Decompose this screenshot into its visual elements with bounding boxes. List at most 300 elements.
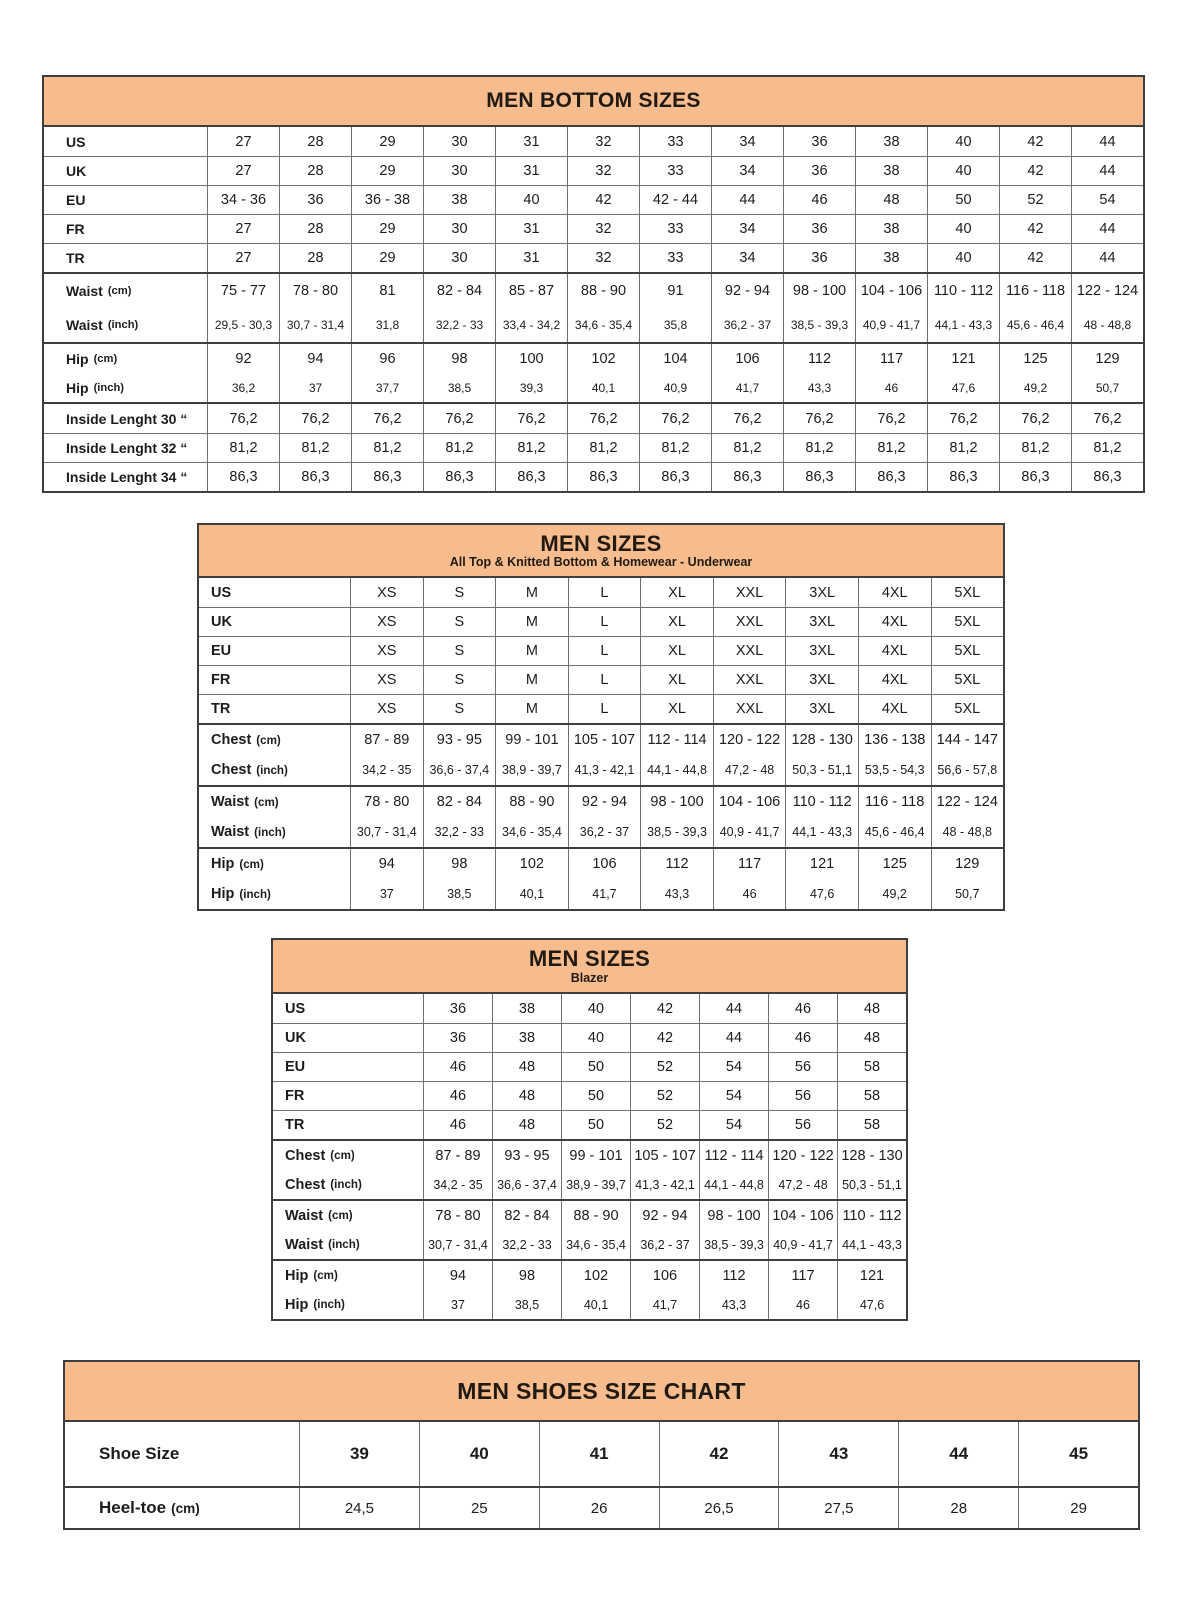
cell: M bbox=[495, 695, 568, 723]
cell: 58 bbox=[837, 1082, 906, 1110]
cell: 86,3 bbox=[927, 463, 999, 491]
row-label-text: Chest bbox=[211, 762, 252, 778]
table-group bbox=[65, 1486, 1138, 1528]
row-label bbox=[273, 1053, 423, 1081]
table-row bbox=[44, 185, 1143, 214]
cell: 86,3 bbox=[783, 463, 855, 491]
cell: 4XL bbox=[858, 637, 931, 665]
table-row bbox=[44, 373, 1143, 402]
row-label-unit: (cm) bbox=[107, 285, 132, 297]
cell: XL bbox=[640, 637, 713, 665]
cell: 91 bbox=[639, 274, 711, 308]
cell: 27 bbox=[207, 215, 279, 243]
cell: M bbox=[495, 637, 568, 665]
cell: 34,2 - 35 bbox=[423, 1170, 492, 1199]
table-row bbox=[199, 849, 1003, 879]
row-label-text: Inside Lenght 32 “ bbox=[66, 440, 188, 456]
cell: 87 - 89 bbox=[350, 725, 423, 755]
cell: 47,2 - 48 bbox=[713, 755, 786, 785]
cell: 81,2 bbox=[783, 434, 855, 462]
cell: XL bbox=[640, 578, 713, 607]
row-label-text: EU bbox=[66, 192, 86, 208]
table-header bbox=[44, 77, 1143, 127]
table-group bbox=[199, 785, 1003, 847]
cell: 28 bbox=[279, 127, 351, 156]
cell: XL bbox=[640, 608, 713, 636]
row-label-text: FR bbox=[285, 1088, 305, 1104]
cell: 40 bbox=[927, 157, 999, 185]
cell: 78 - 80 bbox=[350, 787, 423, 817]
cell: 81,2 bbox=[927, 434, 999, 462]
table-row bbox=[44, 433, 1143, 462]
cell: 52 bbox=[630, 1082, 699, 1110]
cell: 36,6 - 37,4 bbox=[492, 1170, 561, 1199]
row-label-unit: (cm) bbox=[330, 1149, 355, 1162]
table-row bbox=[199, 817, 1003, 847]
cell: 36 - 38 bbox=[351, 186, 423, 214]
cell: 36,2 - 37 bbox=[568, 817, 641, 847]
cell: XXL bbox=[713, 608, 786, 636]
row-label bbox=[273, 1082, 423, 1110]
cell: L bbox=[568, 637, 641, 665]
cell: 81,2 bbox=[567, 434, 639, 462]
cell: 43,3 bbox=[640, 879, 713, 909]
cell: L bbox=[568, 695, 641, 723]
row-label-text: UK bbox=[285, 1030, 306, 1046]
row-label-text: Waist bbox=[66, 283, 103, 299]
row-label bbox=[273, 1290, 423, 1319]
row-label-text: Hip bbox=[211, 886, 235, 902]
row-label bbox=[44, 373, 207, 402]
cell: 93 - 95 bbox=[423, 725, 496, 755]
row-label-text: US bbox=[66, 133, 86, 150]
cell: 136 - 138 bbox=[858, 725, 931, 755]
row-label-unit: (inch) bbox=[256, 763, 288, 777]
cell: 46 bbox=[768, 1290, 837, 1319]
row-label-text: TR bbox=[211, 701, 231, 717]
table-row bbox=[273, 1081, 906, 1110]
cell: 46 bbox=[713, 879, 786, 909]
cell: 78 - 80 bbox=[423, 1201, 492, 1230]
cell: 38 bbox=[492, 1024, 561, 1052]
row-label-unit: (cm) bbox=[171, 1500, 200, 1516]
cell: 40 bbox=[495, 186, 567, 214]
cell: 76,2 bbox=[711, 404, 783, 433]
cell: S bbox=[423, 695, 496, 723]
cell: 112 - 114 bbox=[699, 1141, 768, 1170]
row-label-text: Chest bbox=[211, 732, 252, 748]
row-label-unit: (cm) bbox=[93, 352, 118, 365]
table-row bbox=[44, 404, 1143, 433]
cell: 86,3 bbox=[351, 463, 423, 491]
cell: 39,3 bbox=[495, 373, 567, 402]
cell: XS bbox=[350, 695, 423, 723]
cell: 39 bbox=[299, 1422, 419, 1486]
table-header bbox=[273, 940, 906, 994]
cell: 40,9 - 41,7 bbox=[713, 817, 786, 847]
cell: 50,7 bbox=[1071, 373, 1143, 402]
cell: 34,6 - 35,4 bbox=[567, 308, 639, 342]
table-row bbox=[199, 636, 1003, 665]
row-label-text: Shoe Size bbox=[99, 1444, 180, 1463]
row-label bbox=[273, 1141, 423, 1170]
cell: 76,2 bbox=[423, 404, 495, 433]
row-label bbox=[199, 578, 350, 607]
cell: 121 bbox=[837, 1261, 906, 1290]
cell: 88 - 90 bbox=[495, 787, 568, 817]
cell: 36 bbox=[783, 127, 855, 156]
cell: 42 - 44 bbox=[639, 186, 711, 214]
row-label-text: Chest bbox=[285, 1176, 326, 1193]
cell: 105 - 107 bbox=[568, 725, 641, 755]
table-row bbox=[44, 462, 1143, 491]
row-label-text: Inside Lenght 34 “ bbox=[66, 469, 188, 485]
cell: 120 - 122 bbox=[713, 725, 786, 755]
cell: 106 bbox=[568, 849, 641, 879]
cell: 5XL bbox=[931, 695, 1004, 723]
cell: 82 - 84 bbox=[423, 787, 496, 817]
cell: 31 bbox=[495, 215, 567, 243]
table-body bbox=[273, 994, 906, 1319]
cell: 32,2 - 33 bbox=[492, 1230, 561, 1259]
cell: 43,3 bbox=[783, 373, 855, 402]
row-label-text: Hip bbox=[66, 379, 89, 396]
cell: M bbox=[495, 608, 568, 636]
cell: 25 bbox=[419, 1488, 539, 1528]
table-row bbox=[44, 308, 1143, 342]
cell: 36,2 - 37 bbox=[630, 1230, 699, 1259]
table-row bbox=[273, 1170, 906, 1199]
cell: 76,2 bbox=[855, 404, 927, 433]
cell: 76,2 bbox=[279, 404, 351, 433]
cell: 36,6 - 37,4 bbox=[423, 755, 496, 785]
cell: 37,7 bbox=[351, 373, 423, 402]
table-body bbox=[65, 1422, 1138, 1528]
cell: 104 bbox=[639, 344, 711, 373]
row-label-unit: (cm) bbox=[313, 1269, 338, 1282]
cell: 42 bbox=[630, 1024, 699, 1052]
cell: 112 bbox=[699, 1261, 768, 1290]
cell: 34 bbox=[711, 244, 783, 272]
cell: 102 bbox=[561, 1261, 630, 1290]
cell: 37 bbox=[423, 1290, 492, 1319]
cell: XXL bbox=[713, 695, 786, 723]
cell: 86,3 bbox=[711, 463, 783, 491]
cell: M bbox=[495, 578, 568, 607]
cell: 96 bbox=[351, 344, 423, 373]
cell: 28 bbox=[898, 1488, 1018, 1528]
cell: 28 bbox=[279, 157, 351, 185]
row-label-text: Waist bbox=[285, 1207, 324, 1224]
row-label-unit: (inch) bbox=[254, 825, 286, 839]
cell: 4XL bbox=[858, 578, 931, 607]
cell: 43 bbox=[778, 1422, 898, 1486]
cell: 104 - 106 bbox=[768, 1201, 837, 1230]
table-header bbox=[199, 525, 1003, 578]
cell: 38 bbox=[855, 215, 927, 243]
cell: 86,3 bbox=[855, 463, 927, 491]
row-label-text: Hip bbox=[285, 1296, 309, 1313]
cell: 56 bbox=[768, 1053, 837, 1081]
cell: 38,5 bbox=[423, 373, 495, 402]
cell: 86,3 bbox=[495, 463, 567, 491]
cell: 44,1 - 44,8 bbox=[640, 755, 713, 785]
row-label bbox=[199, 695, 350, 723]
table-title: MEN BOTTOM SIZES bbox=[486, 89, 701, 112]
row-label-unit: (inch) bbox=[328, 1238, 360, 1251]
row-label bbox=[65, 1422, 299, 1486]
cell: 86,3 bbox=[567, 463, 639, 491]
cell: 31 bbox=[495, 127, 567, 156]
cell: 81 bbox=[351, 274, 423, 308]
row-label bbox=[273, 1111, 423, 1139]
cell: 36 bbox=[783, 157, 855, 185]
row-label-text: Chest bbox=[285, 1147, 326, 1164]
cell: XS bbox=[350, 637, 423, 665]
row-label-text: Hip bbox=[66, 350, 89, 367]
cell: 81,2 bbox=[855, 434, 927, 462]
cell: 94 bbox=[350, 849, 423, 879]
cell: XS bbox=[350, 666, 423, 694]
row-label-text: UK bbox=[66, 163, 87, 179]
cell: 35,8 bbox=[639, 308, 711, 342]
cell: 44 bbox=[699, 1024, 768, 1052]
cell: 48 bbox=[492, 1111, 561, 1139]
cell: 105 - 107 bbox=[630, 1141, 699, 1170]
cell: 76,2 bbox=[1071, 404, 1143, 433]
cell: 106 bbox=[711, 344, 783, 373]
cell: 50,7 bbox=[931, 879, 1004, 909]
table-group bbox=[273, 1139, 906, 1199]
cell: 110 - 112 bbox=[837, 1201, 906, 1230]
row-label bbox=[44, 127, 207, 156]
cell: 117 bbox=[713, 849, 786, 879]
cell: 38,5 bbox=[492, 1290, 561, 1319]
cell: 102 bbox=[567, 344, 639, 373]
cell: 81,2 bbox=[639, 434, 711, 462]
table-subtitle: Blazer bbox=[570, 970, 609, 985]
cell: 47,6 bbox=[837, 1290, 906, 1319]
cell: 34,6 - 35,4 bbox=[561, 1230, 630, 1259]
cell: 40,1 bbox=[561, 1290, 630, 1319]
cell: XXL bbox=[713, 578, 786, 607]
cell: 42 bbox=[659, 1422, 779, 1486]
table-row bbox=[199, 578, 1003, 607]
men-shoes-size-chart-table bbox=[63, 1360, 1140, 1530]
table-title: MEN SIZES bbox=[540, 530, 662, 556]
cell: 4XL bbox=[858, 695, 931, 723]
cell: 41,3 - 42,1 bbox=[568, 755, 641, 785]
table-row bbox=[199, 725, 1003, 755]
cell: 40 bbox=[561, 1024, 630, 1052]
cell: 93 - 95 bbox=[492, 1141, 561, 1170]
cell: 40 bbox=[927, 127, 999, 156]
cell: 38,5 - 39,3 bbox=[783, 308, 855, 342]
cell: 98 bbox=[492, 1261, 561, 1290]
men-sizes-blazer-table bbox=[271, 938, 908, 1321]
cell: 92 - 94 bbox=[630, 1201, 699, 1230]
cell: 36,2 bbox=[207, 373, 279, 402]
cell: 48 - 48,8 bbox=[931, 817, 1004, 847]
table-group bbox=[199, 578, 1003, 723]
cell: 32 bbox=[567, 127, 639, 156]
cell: 45,6 - 46,4 bbox=[858, 817, 931, 847]
cell: XXL bbox=[713, 666, 786, 694]
cell: 42 bbox=[999, 215, 1071, 243]
row-label-text: Waist bbox=[211, 794, 250, 810]
cell: 120 - 122 bbox=[768, 1141, 837, 1170]
table-row bbox=[273, 994, 906, 1023]
cell: 76,2 bbox=[639, 404, 711, 433]
cell: 27 bbox=[207, 127, 279, 156]
cell: 32 bbox=[567, 244, 639, 272]
table-row bbox=[65, 1422, 1138, 1486]
cell: 44 bbox=[1071, 244, 1143, 272]
cell: 128 - 130 bbox=[785, 725, 858, 755]
cell: 44 bbox=[898, 1422, 1018, 1486]
row-label-unit: (cm) bbox=[254, 795, 279, 809]
cell: 29,5 - 30,3 bbox=[207, 308, 279, 342]
row-label-text: TR bbox=[285, 1117, 305, 1133]
cell: L bbox=[568, 608, 641, 636]
row-label bbox=[44, 215, 207, 243]
cell: 48 bbox=[492, 1053, 561, 1081]
cell: 38 bbox=[855, 157, 927, 185]
cell: 98 - 100 bbox=[783, 274, 855, 308]
cell: 29 bbox=[1018, 1488, 1138, 1528]
cell: XXL bbox=[713, 637, 786, 665]
cell: 44 bbox=[1071, 127, 1143, 156]
cell: 38 bbox=[855, 244, 927, 272]
cell: 46 bbox=[855, 373, 927, 402]
cell: 99 - 101 bbox=[495, 725, 568, 755]
table-row bbox=[273, 1201, 906, 1230]
cell: 45,6 - 46,4 bbox=[999, 308, 1071, 342]
cell: 45 bbox=[1018, 1422, 1138, 1486]
cell: 44,1 - 43,3 bbox=[837, 1230, 906, 1259]
cell: 30 bbox=[423, 215, 495, 243]
cell: 46 bbox=[768, 1024, 837, 1052]
cell: 40,9 - 41,7 bbox=[855, 308, 927, 342]
row-label-text: Heel-toe bbox=[99, 1498, 167, 1517]
row-label-text: Hip bbox=[211, 856, 235, 872]
cell: 3XL bbox=[785, 578, 858, 607]
cell: 40 bbox=[419, 1422, 539, 1486]
table-row bbox=[273, 1023, 906, 1052]
cell: 29 bbox=[351, 127, 423, 156]
cell: 5XL bbox=[931, 578, 1004, 607]
cell: 76,2 bbox=[783, 404, 855, 433]
cell: 122 - 124 bbox=[931, 787, 1004, 817]
cell: 92 - 94 bbox=[568, 787, 641, 817]
row-label-text: Waist bbox=[66, 317, 103, 333]
cell: 122 - 124 bbox=[1071, 274, 1143, 308]
cell: 42 bbox=[999, 157, 1071, 185]
cell: 5XL bbox=[931, 608, 1004, 636]
cell: 30,7 - 31,4 bbox=[279, 308, 351, 342]
cell: 38,5 - 39,3 bbox=[699, 1230, 768, 1259]
cell: 48 bbox=[837, 1024, 906, 1052]
table-body bbox=[199, 578, 1003, 909]
table-row bbox=[44, 127, 1143, 156]
cell: 37 bbox=[350, 879, 423, 909]
cell: 58 bbox=[837, 1053, 906, 1081]
cell: 81,2 bbox=[495, 434, 567, 462]
cell: 52 bbox=[630, 1053, 699, 1081]
cell: 38,9 - 39,7 bbox=[561, 1170, 630, 1199]
cell: 129 bbox=[1071, 344, 1143, 373]
table-group bbox=[44, 127, 1143, 272]
cell: 44 bbox=[1071, 215, 1143, 243]
table-group bbox=[44, 342, 1143, 402]
table-row bbox=[199, 694, 1003, 723]
cell: 31,8 bbox=[351, 308, 423, 342]
cell: 46 bbox=[423, 1053, 492, 1081]
row-label bbox=[199, 666, 350, 694]
cell: 38,9 - 39,7 bbox=[495, 755, 568, 785]
row-label-text: US bbox=[211, 584, 232, 601]
table-row bbox=[199, 665, 1003, 694]
cell: 104 - 106 bbox=[713, 787, 786, 817]
table-row bbox=[273, 1110, 906, 1139]
cell: 76,2 bbox=[999, 404, 1071, 433]
row-label-unit: (inch) bbox=[239, 887, 271, 901]
table-group bbox=[65, 1422, 1138, 1486]
cell: 81,2 bbox=[423, 434, 495, 462]
cell: 24,5 bbox=[299, 1488, 419, 1528]
cell: 42 bbox=[999, 244, 1071, 272]
row-label bbox=[44, 404, 207, 433]
cell: 106 bbox=[630, 1261, 699, 1290]
cell: 30 bbox=[423, 127, 495, 156]
cell: 54 bbox=[699, 1111, 768, 1139]
table-row bbox=[199, 607, 1003, 636]
cell: 4XL bbox=[858, 666, 931, 694]
cell: 76,2 bbox=[567, 404, 639, 433]
cell: 30 bbox=[423, 244, 495, 272]
row-label bbox=[44, 434, 207, 462]
row-label bbox=[199, 817, 350, 847]
cell: 52 bbox=[999, 186, 1071, 214]
cell: 52 bbox=[630, 1111, 699, 1139]
cell: 40,1 bbox=[495, 879, 568, 909]
table-row bbox=[199, 755, 1003, 785]
cell: 34,2 - 35 bbox=[350, 755, 423, 785]
cell: 53,5 - 54,3 bbox=[858, 755, 931, 785]
cell: M bbox=[495, 666, 568, 694]
cell: 3XL bbox=[785, 695, 858, 723]
men-bottom-sizes-table bbox=[42, 75, 1145, 493]
cell: 75 - 77 bbox=[207, 274, 279, 308]
cell: S bbox=[423, 608, 496, 636]
cell: 42 bbox=[567, 186, 639, 214]
cell: 116 - 118 bbox=[858, 787, 931, 817]
row-label bbox=[65, 1488, 299, 1528]
row-label-text: UK bbox=[211, 614, 232, 630]
cell: 47,6 bbox=[927, 373, 999, 402]
cell: 42 bbox=[630, 994, 699, 1023]
cell: 37 bbox=[279, 373, 351, 402]
cell: 110 - 112 bbox=[785, 787, 858, 817]
cell: 43,3 bbox=[699, 1290, 768, 1319]
table-body bbox=[44, 127, 1143, 491]
cell: 86,3 bbox=[423, 463, 495, 491]
cell: 3XL bbox=[785, 637, 858, 665]
row-label bbox=[199, 637, 350, 665]
cell: 36 bbox=[783, 244, 855, 272]
cell: 48 - 48,8 bbox=[1071, 308, 1143, 342]
row-label bbox=[44, 274, 207, 308]
